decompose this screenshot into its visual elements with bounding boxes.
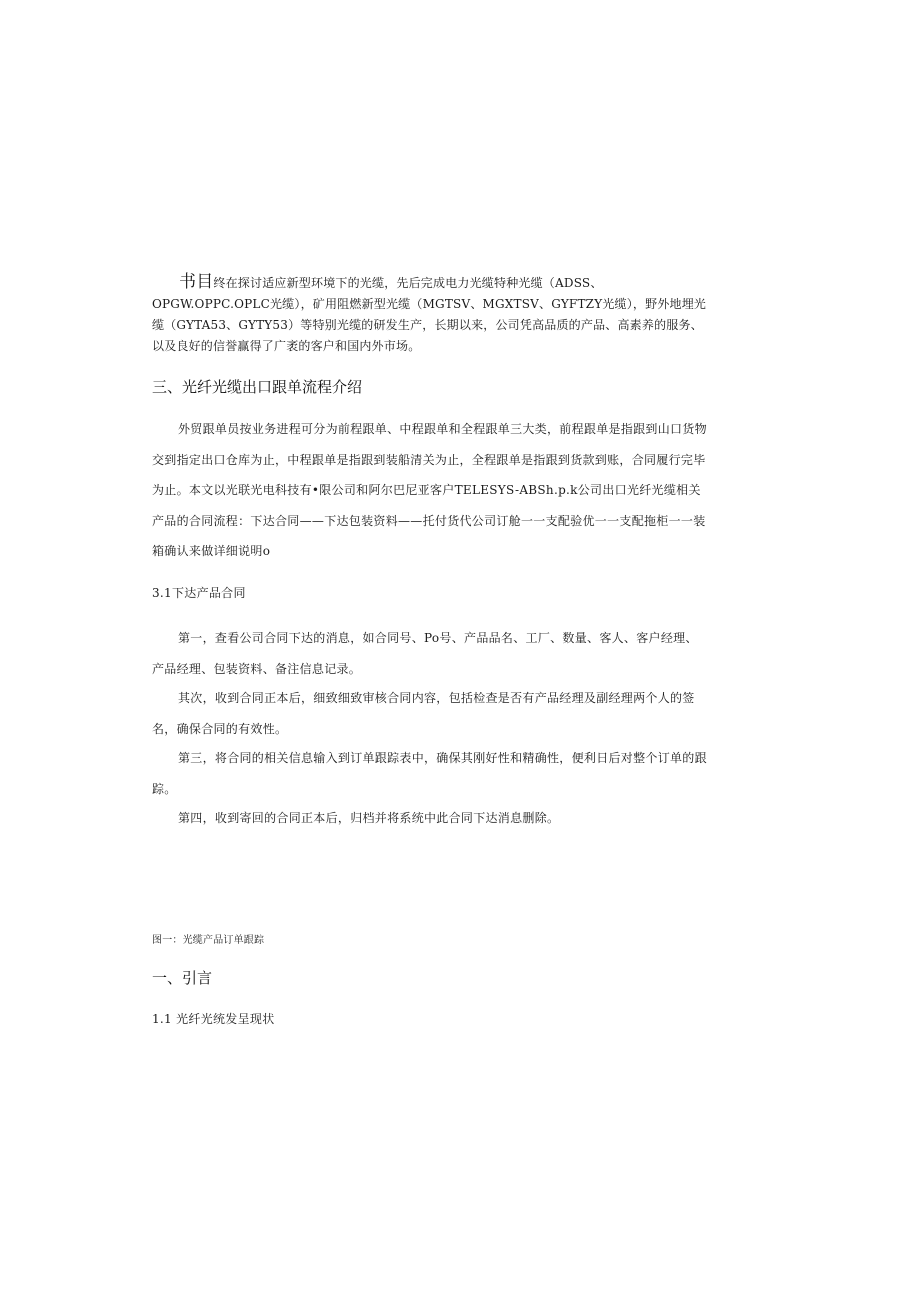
figure-caption: 图一：光缆产品订单跟踪 — [152, 935, 265, 946]
step-3-paragraph: 第三，将合同的相关信息输入到订单跟踪表中，确保其刚好性和精确性，便利日后对整个订单的跟踪。 — [152, 751, 707, 796]
step-2-paragraph: 其次，收到合同正本后，细致细致审核合同内容，包括检查是否有产品经理及副经理两个人的签名，确保合同的有效性。 — [152, 691, 695, 736]
section-3-paragraph: 外贸跟单员按业务进程可分为前程跟单、中程跟单和全程跟单三大类，前程跟单是指跟到山口货物交到指定出口仓库为止，中程跟单是指跟到装船清关为止，全程跟单是指跟到货款到账，合同履行完毕为止。本文以光联光电科技有•限公司和阿尔巴尼亚客户TELESYS-ABSh.p.k公司出口光纤光缆相关产品的合同流程：下达合同——下达包装资料——托付货代公司订舱一一支配验优一一支配拖柜一一装箱确认来做详细说明o — [152, 422, 707, 558]
intro-lead: 书目 — [179, 272, 214, 292]
subsection-1-1-title: 1.1 光纤光统发呈现状 — [152, 1012, 275, 1026]
subsection-3-1-title: 3.1下达产品合同 — [152, 586, 246, 600]
intro-text: 终在探讨适应新型环境下的光缆，先后完成电力光缆特种光缆（ADSS、OPGW.OPPC.OPLC光缆），矿用阻燃新型光缆（MGTSV、MGXTSV、GYFTZY光缆），野外地埋光缆（GYTA53、GYTY53）等特别光缆的研发生产，长期以来，公司凭高品质的产品、高素养的服务、以及良好的信誉赢得了广袤的客户和国内外市场。 — [152, 276, 707, 353]
section-1-heading: 一、引言 — [152, 969, 213, 987]
step-4-paragraph: 第四，收到寄回的合同正本后，归档并将系统中此合同下达消息删除。 — [178, 811, 560, 825]
step-1-paragraph: 第一，查看公司合同下达的消息，如合同号、Po号、产品品名、工厂、数量、客人、客户经理、产品经理、包装资料、备注信息记录。 — [152, 631, 698, 676]
section-3-heading: 三、光纤光缆出口跟单流程介绍 — [152, 378, 363, 396]
intro-paragraph — [152, 272, 712, 357]
